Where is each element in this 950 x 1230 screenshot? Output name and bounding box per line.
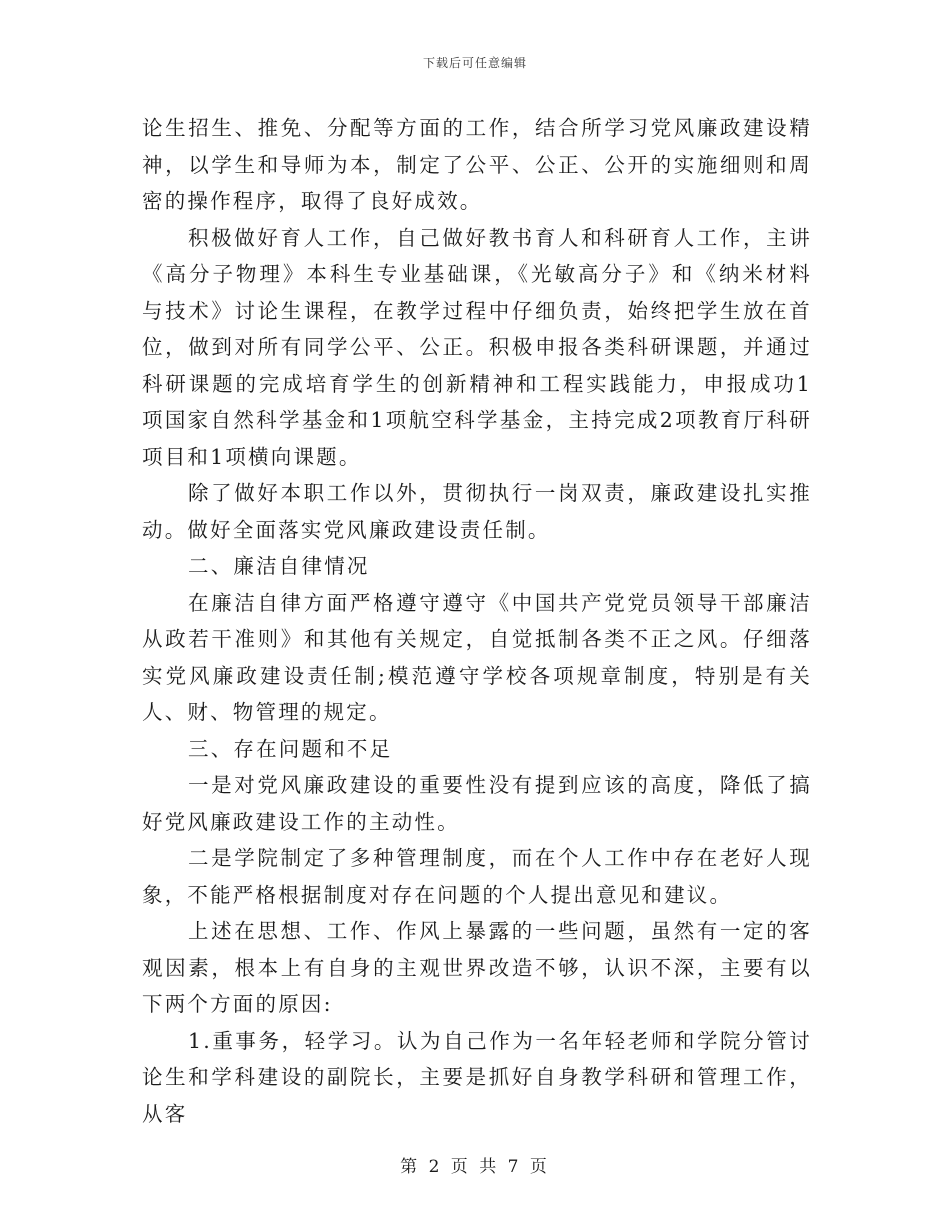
page-number: 第 2 页 共 7 页 bbox=[400, 1157, 550, 1177]
page-header: 下载后可任意编辑 bbox=[422, 56, 527, 70]
paragraph: 积极做好育人工作，自己做好教书育人和科研育人工作，主讲《高分子物理》本科生专业基础课，《光敏高分子》和《纳米材料与技术》讨论生课程，在教学过程中仔细负责，始终把学生放在首位，做到对所有同学公平、公正。积极申报各类科研课题，并通过科研课题的完成培育学生的创新精神和工程实践能力，申报成功1项国家自然科学基金和1项航空科学基金，主持完成2项教育厅科研项目和1项横向课题。 bbox=[142, 225, 812, 469]
section-heading: 二、廉洁自律情况 bbox=[188, 554, 370, 578]
paragraph: 在廉洁自律方面严格遵守遵守《中国共产党党员领导干部廉洁从政若干准则》和其他有关规定，自觉抵制各类不正之风。仔细落实党风廉政建设责任制;模范遵守学校各项规章制度，特别是有关人、财、物管理的规定。 bbox=[142, 590, 812, 724]
paragraph: 论生招生、推免、分配等方面的工作，结合所学习党风廉政建设精神，以学生和导师为本，制定了公平、公正、公开的实施细则和周密的操作程序，取得了良好成效。 bbox=[142, 116, 812, 213]
section-heading: 三、存在问题和不足 bbox=[188, 736, 393, 761]
paragraph: 1.重事务，轻学习。认为自己作为一名年轻老师和学院分管讨论生和学科建设的副院长，主要是抓好自身教学科研和管理工作，从客 bbox=[142, 1028, 812, 1126]
paragraph: 二是学院制定了多种管理制度，而在个人工作中存在老好人现象，不能严格根据制度对存在问题的个人提出意见和建议。 bbox=[142, 846, 812, 907]
paragraph: 除了做好本职工作以外，贯彻执行一岗双责，廉政建设扎实推动。做好全面落实党风廉政建设责任制。 bbox=[142, 481, 812, 542]
document-body bbox=[142, 110, 812, 1132]
paragraph: 一是对党风廉政建设的重要性没有提到应该的高度，降低了搞好党风廉政建设工作的主动性。 bbox=[142, 773, 812, 834]
paragraph: 上述在思想、工作、作风上暴露的一些问题，虽然有一定的客观因素，根本上有自身的主观世界改造不够，认识不深，主要有以下两个方面的原因: bbox=[142, 919, 812, 1016]
